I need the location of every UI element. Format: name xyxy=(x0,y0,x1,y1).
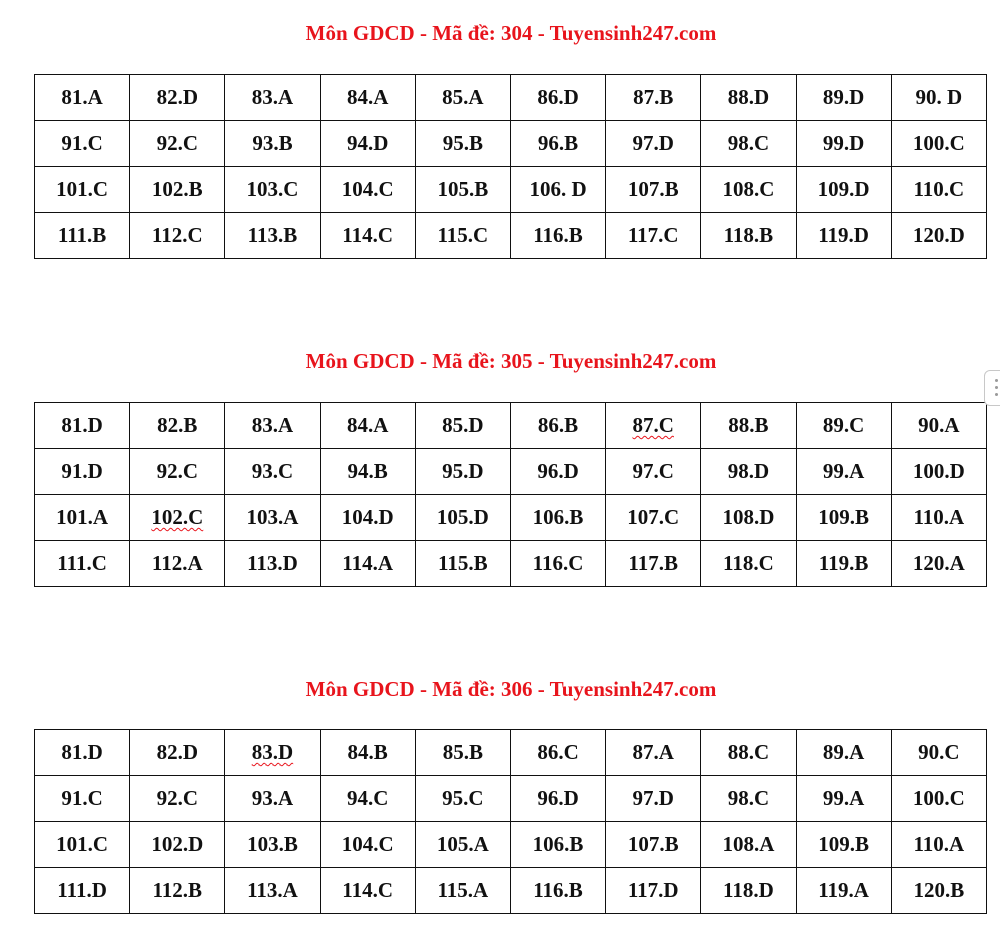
answer-cell: 114.C xyxy=(320,868,415,914)
answer-cell: 114.A xyxy=(320,541,415,587)
answer-cell: 81.D xyxy=(35,403,130,449)
answer-cell: 88.B xyxy=(701,403,796,449)
table-row xyxy=(35,167,987,213)
answer-cell: 89.D xyxy=(796,75,891,121)
answer-cell: 108.C xyxy=(701,167,796,213)
answer-cell: 99.D xyxy=(796,121,891,167)
answer-cell: 100.C xyxy=(891,121,986,167)
answer-cell: 118.C xyxy=(701,541,796,587)
answer-cell: 86.C xyxy=(510,730,605,776)
table-row xyxy=(35,776,987,822)
answer-cell: 82.D xyxy=(130,730,225,776)
answer-cell: 96.D xyxy=(510,449,605,495)
answer-cell: 106.B xyxy=(510,822,605,868)
answer-cell: 97.D xyxy=(606,776,701,822)
answer-cell: 110.A xyxy=(891,822,986,868)
answer-cell: 106. D xyxy=(510,167,605,213)
table-row xyxy=(35,495,987,541)
answer-cell: 112.B xyxy=(130,868,225,914)
answer-cell: 111.D xyxy=(35,868,130,914)
answer-cell: 97.D xyxy=(606,121,701,167)
answer-cell: 91.C xyxy=(35,776,130,822)
answer-cell: 88.C xyxy=(701,730,796,776)
table-row xyxy=(35,868,987,914)
answer-cell: 103.A xyxy=(225,495,320,541)
table-row xyxy=(35,403,987,449)
answer-cell: 98.D xyxy=(701,449,796,495)
answer-cell: 90.C xyxy=(891,730,986,776)
answer-cell: 103.B xyxy=(225,822,320,868)
answer-cell: 97.C xyxy=(606,449,701,495)
answer-cell xyxy=(606,403,701,449)
answer-cell: 115.A xyxy=(415,868,510,914)
table-row xyxy=(35,449,987,495)
answer-cell: 110.A xyxy=(891,495,986,541)
answer-cell: 95.C xyxy=(415,776,510,822)
side-panel-handle[interactable] xyxy=(984,370,1000,406)
answer-cell: 96.B xyxy=(510,121,605,167)
answer-cell: 116.C xyxy=(510,541,605,587)
answer-cell: 95.D xyxy=(415,449,510,495)
answer-cell: 81.A xyxy=(35,75,130,121)
answer-cell: 104.C xyxy=(320,167,415,213)
answer-cell: 105.A xyxy=(415,822,510,868)
answer-cell: 88.D xyxy=(701,75,796,121)
answer-table-304 xyxy=(34,74,987,259)
table-row xyxy=(35,541,987,587)
answer-cell: 107.B xyxy=(606,822,701,868)
answer-cell: 93.A xyxy=(225,776,320,822)
answer-cell: 104.D xyxy=(320,495,415,541)
answer-cell: 112.A xyxy=(130,541,225,587)
answer-cell: 98.C xyxy=(701,121,796,167)
table-row xyxy=(35,121,987,167)
answer-cell: 109.D xyxy=(796,167,891,213)
answer-cell: 85.D xyxy=(415,403,510,449)
answer-cell: 84.A xyxy=(320,75,415,121)
answer-cell: 93.C xyxy=(225,449,320,495)
answer-cell: 89.C xyxy=(796,403,891,449)
table-row xyxy=(35,730,987,776)
answer-cell: 109.B xyxy=(796,495,891,541)
answer-cell: 95.B xyxy=(415,121,510,167)
answer-cell: 85.B xyxy=(415,730,510,776)
answer-cell: 90.A xyxy=(891,403,986,449)
answer-cell: 107.C xyxy=(606,495,701,541)
answer-cell: 82.D xyxy=(130,75,225,121)
answer-cell: 100.C xyxy=(891,776,986,822)
answer-cell: 113.B xyxy=(225,213,320,259)
answer-table-306 xyxy=(34,729,987,914)
handle-dot-icon xyxy=(995,393,998,396)
answer-cell: 96.D xyxy=(510,776,605,822)
handle-dot-icon xyxy=(995,386,998,389)
answer-cell: 119.B xyxy=(796,541,891,587)
answer-cell: 117.C xyxy=(606,213,701,259)
answer-cell: 112.C xyxy=(130,213,225,259)
answer-cell: 94.B xyxy=(320,449,415,495)
answer-table-305 xyxy=(34,402,987,587)
answer-cell: 116.B xyxy=(510,213,605,259)
spellcheck-underlined-answer: 87.C xyxy=(632,413,674,437)
answer-cell: 113.D xyxy=(225,541,320,587)
answer-cell xyxy=(130,495,225,541)
answer-cell: 110.C xyxy=(891,167,986,213)
answer-cell: 111.C xyxy=(35,541,130,587)
answer-cell: 98.C xyxy=(701,776,796,822)
answer-cell: 92.C xyxy=(130,776,225,822)
handle-dot-icon xyxy=(995,379,998,382)
answer-cell: 94.D xyxy=(320,121,415,167)
answer-cell xyxy=(225,730,320,776)
table-row xyxy=(35,822,987,868)
answer-cell: 91.C xyxy=(35,121,130,167)
answer-cell: 83.A xyxy=(225,75,320,121)
answer-cell: 117.B xyxy=(606,541,701,587)
answer-cell: 102.D xyxy=(130,822,225,868)
answer-cell: 117.D xyxy=(606,868,701,914)
answer-cell: 108.A xyxy=(701,822,796,868)
answer-cell: 120.B xyxy=(891,868,986,914)
answer-cell: 86.B xyxy=(510,403,605,449)
spellcheck-underlined-answer: 83.D xyxy=(251,740,294,764)
answer-cell: 101.A xyxy=(35,495,130,541)
answer-cell: 92.C xyxy=(130,121,225,167)
answer-cell: 113.A xyxy=(225,868,320,914)
table-row xyxy=(35,213,987,259)
answer-cell: 118.B xyxy=(701,213,796,259)
answer-cell: 109.B xyxy=(796,822,891,868)
answer-cell: 83.A xyxy=(225,403,320,449)
answer-cell: 120.D xyxy=(891,213,986,259)
spellcheck-underlined-answer: 102.C xyxy=(151,505,204,529)
answer-cell: 103.C xyxy=(225,167,320,213)
answer-cell: 92.C xyxy=(130,449,225,495)
answer-cell: 102.B xyxy=(130,167,225,213)
answer-cell: 84.A xyxy=(320,403,415,449)
answer-cell: 86.D xyxy=(510,75,605,121)
answer-cell: 87.A xyxy=(606,730,701,776)
answer-cell: 89.A xyxy=(796,730,891,776)
answer-cell: 90. D xyxy=(891,75,986,121)
answer-cell: 93.B xyxy=(225,121,320,167)
answer-cell: 94.C xyxy=(320,776,415,822)
section-title-306: Môn GDCD - Mã đề: 306 - Tuyensinh247.com xyxy=(305,677,717,701)
answer-cell: 101.C xyxy=(35,167,130,213)
answer-cell: 106.B xyxy=(510,495,605,541)
answer-cell: 116.B xyxy=(510,868,605,914)
answer-cell: 118.D xyxy=(701,868,796,914)
answer-cell: 101.C xyxy=(35,822,130,868)
answer-cell: 115.C xyxy=(415,213,510,259)
answer-cell: 115.B xyxy=(415,541,510,587)
answer-cell: 107.B xyxy=(606,167,701,213)
answer-cell: 120.A xyxy=(891,541,986,587)
answer-cell: 84.B xyxy=(320,730,415,776)
answer-cell: 81.D xyxy=(35,730,130,776)
answer-cell: 99.A xyxy=(796,776,891,822)
answer-cell: 100.D xyxy=(891,449,986,495)
answer-cell: 87.B xyxy=(606,75,701,121)
table-row xyxy=(35,75,987,121)
answer-cell: 105.B xyxy=(415,167,510,213)
answer-cell: 119.D xyxy=(796,213,891,259)
answer-cell: 91.D xyxy=(35,449,130,495)
answer-cell: 99.A xyxy=(796,449,891,495)
answer-cell: 119.A xyxy=(796,868,891,914)
answer-cell: 104.C xyxy=(320,822,415,868)
answer-cell: 114.C xyxy=(320,213,415,259)
section-title-304: Môn GDCD - Mã đề: 304 - Tuyensinh247.com xyxy=(305,21,717,45)
answer-cell: 105.D xyxy=(415,495,510,541)
answer-cell: 108.D xyxy=(701,495,796,541)
answer-cell: 85.A xyxy=(415,75,510,121)
answer-cell: 82.B xyxy=(130,403,225,449)
section-title-305: Môn GDCD - Mã đề: 305 - Tuyensinh247.com xyxy=(305,349,717,373)
answer-cell: 111.B xyxy=(35,213,130,259)
